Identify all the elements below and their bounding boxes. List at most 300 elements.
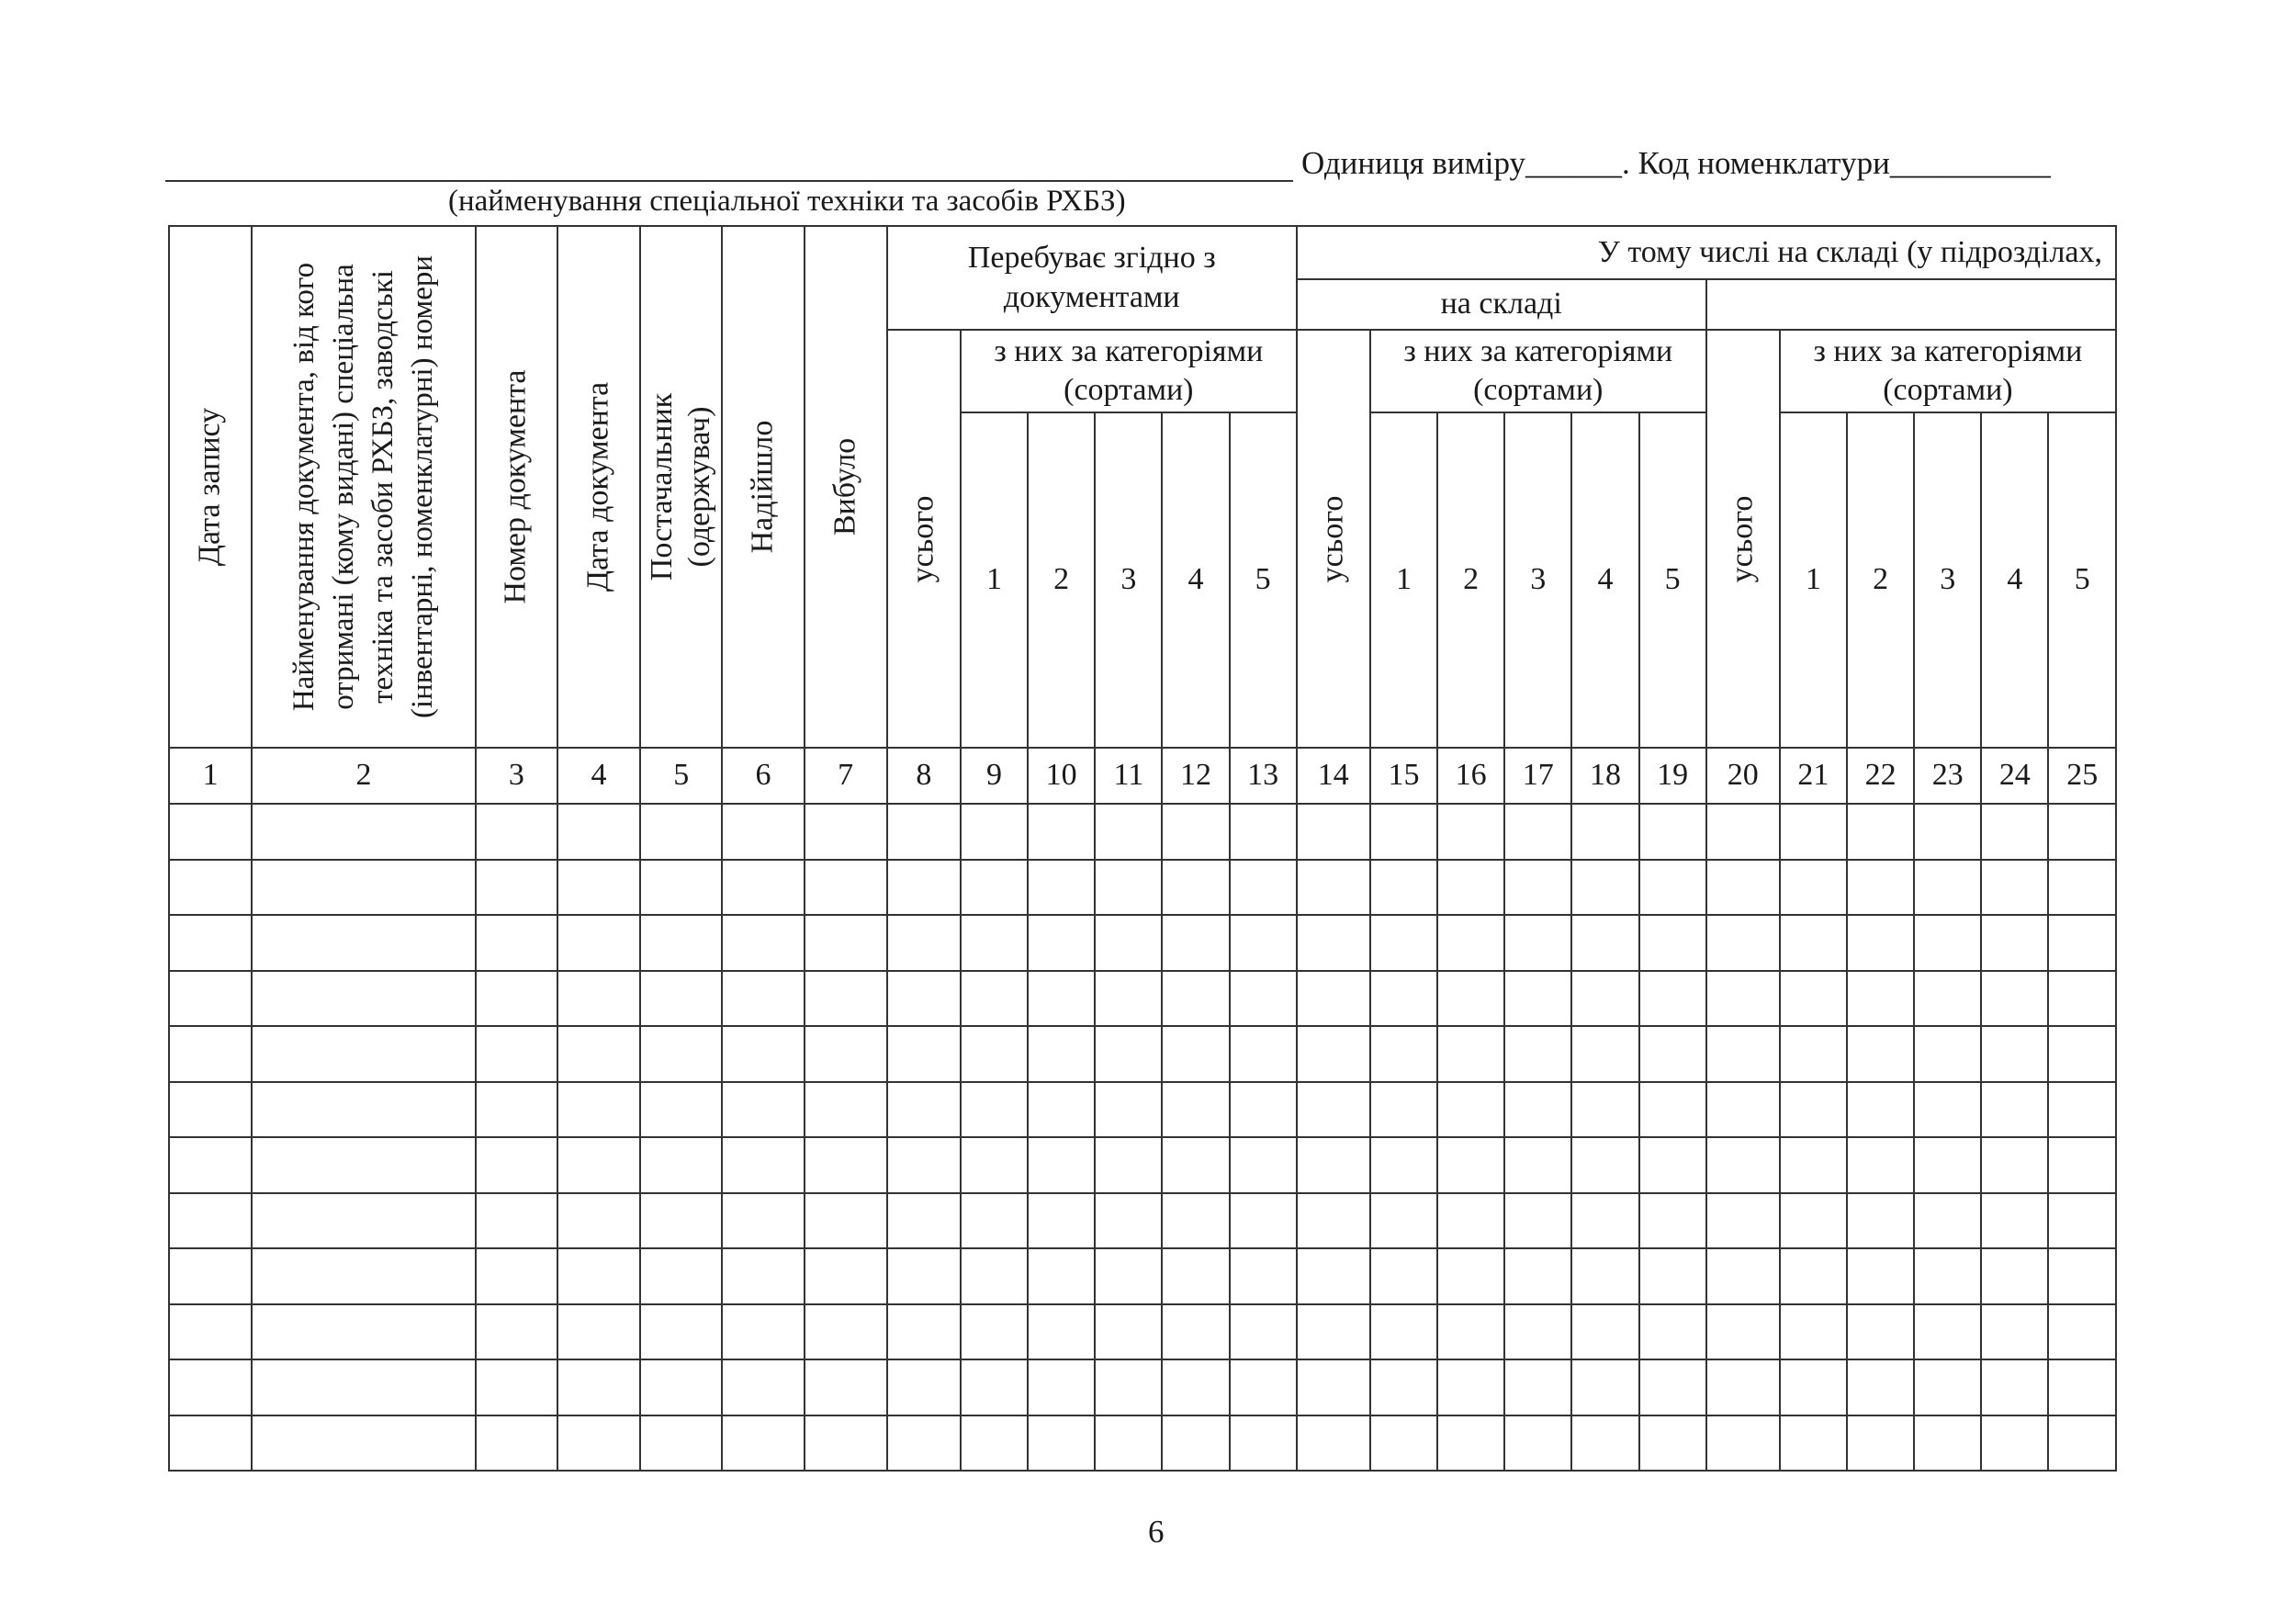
table-cell[interactable]: [252, 1415, 476, 1472]
table-cell[interactable]: [252, 1248, 476, 1304]
table-cell[interactable]: [476, 1193, 557, 1249]
table-cell[interactable]: [1504, 804, 1571, 860]
table-cell[interactable]: [1370, 1082, 1437, 1138]
table-cell[interactable]: [1504, 915, 1571, 971]
table-cell[interactable]: [640, 971, 722, 1027]
table-cell[interactable]: [2048, 860, 2116, 916]
table-cell[interactable]: [1297, 804, 1370, 860]
table-cell[interactable]: [1370, 1026, 1437, 1082]
table-cell[interactable]: [1706, 1359, 1780, 1415]
table-cell[interactable]: [1162, 1026, 1229, 1082]
table-cell[interactable]: [1504, 1248, 1571, 1304]
table-cell[interactable]: [887, 915, 961, 971]
table-cell[interactable]: [1230, 1082, 1297, 1138]
table-cell[interactable]: [252, 971, 476, 1027]
table-cell[interactable]: [1095, 1359, 1162, 1415]
table-cell[interactable]: [169, 1304, 252, 1360]
table-cell[interactable]: [1914, 1304, 1981, 1360]
table-cell[interactable]: [557, 1359, 640, 1415]
table-cell[interactable]: [1095, 1137, 1162, 1193]
table-cell[interactable]: [1981, 1193, 2048, 1249]
table-cell[interactable]: [1028, 971, 1095, 1027]
table-cell[interactable]: [961, 1137, 1028, 1193]
table-cell[interactable]: [722, 1082, 804, 1138]
table-cell[interactable]: [1028, 1415, 1095, 1472]
table-cell[interactable]: [1914, 1082, 1981, 1138]
table-cell[interactable]: [2048, 1248, 2116, 1304]
table-cell[interactable]: [1162, 1248, 1229, 1304]
table-cell[interactable]: [1504, 1415, 1571, 1472]
table-cell[interactable]: [2048, 915, 2116, 971]
table-cell[interactable]: [1437, 804, 1504, 860]
table-cell[interactable]: [1504, 971, 1571, 1027]
table-cell[interactable]: [1571, 1359, 1638, 1415]
table-cell[interactable]: [722, 1026, 804, 1082]
table-cell[interactable]: [476, 860, 557, 916]
table-cell[interactable]: [1780, 1248, 1847, 1304]
table-cell[interactable]: [1297, 1359, 1370, 1415]
table-cell[interactable]: [1230, 915, 1297, 971]
table-cell[interactable]: [1437, 915, 1504, 971]
table-cell[interactable]: [2048, 804, 2116, 860]
table-cell[interactable]: [961, 860, 1028, 916]
table-cell[interactable]: [1162, 971, 1229, 1027]
table-cell[interactable]: [722, 1137, 804, 1193]
table-cell[interactable]: [1914, 1026, 1981, 1082]
table-cell[interactable]: [1370, 1304, 1437, 1360]
table-cell[interactable]: [1847, 804, 1914, 860]
table-cell[interactable]: [805, 915, 887, 971]
table-cell[interactable]: [640, 1193, 722, 1249]
table-cell[interactable]: [1639, 804, 1706, 860]
table-cell[interactable]: [640, 1026, 722, 1082]
table-cell[interactable]: [1095, 1193, 1162, 1249]
table-cell[interactable]: [1028, 915, 1095, 971]
table-cell[interactable]: [1571, 1137, 1638, 1193]
table-cell[interactable]: [887, 1304, 961, 1360]
table-cell[interactable]: [1847, 915, 1914, 971]
table-cell[interactable]: [1639, 1193, 1706, 1249]
table-cell[interactable]: [1437, 1082, 1504, 1138]
table-cell[interactable]: [887, 1415, 961, 1472]
table-cell[interactable]: [1162, 860, 1229, 916]
table-cell[interactable]: [1230, 1137, 1297, 1193]
table-cell[interactable]: [169, 1026, 252, 1082]
table-cell[interactable]: [1095, 915, 1162, 971]
table-cell[interactable]: [1780, 1026, 1847, 1082]
table-cell[interactable]: [1639, 1415, 1706, 1472]
table-cell[interactable]: [1706, 860, 1780, 916]
table-cell[interactable]: [805, 1304, 887, 1360]
table-cell[interactable]: [961, 1415, 1028, 1472]
table-cell[interactable]: [722, 1359, 804, 1415]
table-cell[interactable]: [1639, 971, 1706, 1027]
table-cell[interactable]: [1437, 1248, 1504, 1304]
table-cell[interactable]: [1981, 1359, 2048, 1415]
table-cell[interactable]: [1914, 1248, 1981, 1304]
table-cell[interactable]: [1847, 1193, 1914, 1249]
table-cell[interactable]: [1780, 1359, 1847, 1415]
table-cell[interactable]: [1981, 1248, 2048, 1304]
table-cell[interactable]: [1370, 804, 1437, 860]
table-cell[interactable]: [961, 1026, 1028, 1082]
table-cell[interactable]: [557, 1082, 640, 1138]
table-cell[interactable]: [1706, 804, 1780, 860]
table-cell[interactable]: [169, 804, 252, 860]
table-cell[interactable]: [1639, 915, 1706, 971]
table-cell[interactable]: [1847, 860, 1914, 916]
table-cell[interactable]: [1914, 971, 1981, 1027]
table-cell[interactable]: [1780, 1304, 1847, 1360]
table-cell[interactable]: [805, 1415, 887, 1472]
table-cell[interactable]: [1981, 860, 2048, 916]
table-cell[interactable]: [2048, 1137, 2116, 1193]
table-cell[interactable]: [476, 1137, 557, 1193]
table-cell[interactable]: [1981, 971, 2048, 1027]
table-cell[interactable]: [1162, 1415, 1229, 1472]
table-cell[interactable]: [476, 804, 557, 860]
table-cell[interactable]: [1981, 1082, 2048, 1138]
table-cell[interactable]: [887, 1248, 961, 1304]
table-cell[interactable]: [1504, 1026, 1571, 1082]
table-cell[interactable]: [1437, 1137, 1504, 1193]
table-cell[interactable]: [1297, 1137, 1370, 1193]
table-cell[interactable]: [805, 1082, 887, 1138]
table-cell[interactable]: [1571, 1415, 1638, 1472]
table-cell[interactable]: [1095, 971, 1162, 1027]
table-cell[interactable]: [2048, 1359, 2116, 1415]
table-cell[interactable]: [1571, 915, 1638, 971]
table-cell[interactable]: [640, 1248, 722, 1304]
table-cell[interactable]: [1162, 1137, 1229, 1193]
table-cell[interactable]: [1639, 1304, 1706, 1360]
table-cell[interactable]: [1162, 1359, 1229, 1415]
table-cell[interactable]: [1297, 915, 1370, 971]
table-cell[interactable]: [722, 860, 804, 916]
table-cell[interactable]: [887, 1026, 961, 1082]
table-cell[interactable]: [1230, 1193, 1297, 1249]
table-cell[interactable]: [1230, 1026, 1297, 1082]
table-cell[interactable]: [1230, 1359, 1297, 1415]
table-cell[interactable]: [1706, 915, 1780, 971]
table-cell[interactable]: [1230, 804, 1297, 860]
table-cell[interactable]: [476, 971, 557, 1027]
table-cell[interactable]: [640, 915, 722, 971]
table-cell[interactable]: [1571, 1304, 1638, 1360]
table-cell[interactable]: [1028, 860, 1095, 916]
table-cell[interactable]: [887, 860, 961, 916]
table-cell[interactable]: [1370, 1359, 1437, 1415]
table-cell[interactable]: [961, 1304, 1028, 1360]
table-cell[interactable]: [252, 804, 476, 860]
table-cell[interactable]: [887, 804, 961, 860]
table-cell[interactable]: [1162, 1304, 1229, 1360]
table-cell[interactable]: [805, 804, 887, 860]
table-cell[interactable]: [722, 1304, 804, 1360]
table-cell[interactable]: [1780, 915, 1847, 971]
table-cell[interactable]: [1095, 1304, 1162, 1360]
table-cell[interactable]: [169, 1415, 252, 1472]
table-cell[interactable]: [640, 1415, 722, 1472]
table-cell[interactable]: [169, 1082, 252, 1138]
table-cell[interactable]: [2048, 1026, 2116, 1082]
table-cell[interactable]: [1504, 1137, 1571, 1193]
table-cell[interactable]: [476, 1415, 557, 1472]
table-cell[interactable]: [1847, 1026, 1914, 1082]
table-cell[interactable]: [887, 971, 961, 1027]
table-cell[interactable]: [722, 915, 804, 971]
table-cell[interactable]: [557, 1415, 640, 1472]
table-cell[interactable]: [1981, 1415, 2048, 1472]
table-cell[interactable]: [2048, 1415, 2116, 1472]
table-cell[interactable]: [1639, 1359, 1706, 1415]
table-cell[interactable]: [961, 971, 1028, 1027]
table-cell[interactable]: [169, 971, 252, 1027]
table-cell[interactable]: [252, 1304, 476, 1360]
table-cell[interactable]: [2048, 1082, 2116, 1138]
table-cell[interactable]: [1914, 915, 1981, 971]
table-cell[interactable]: [640, 1082, 722, 1138]
table-cell[interactable]: [1780, 1082, 1847, 1138]
table-cell[interactable]: [1504, 1359, 1571, 1415]
table-cell[interactable]: [169, 860, 252, 916]
table-cell[interactable]: [252, 1137, 476, 1193]
table-cell[interactable]: [1571, 1248, 1638, 1304]
table-cell[interactable]: [476, 1359, 557, 1415]
table-cell[interactable]: [722, 971, 804, 1027]
table-cell[interactable]: [1706, 1415, 1780, 1472]
table-cell[interactable]: [1571, 1026, 1638, 1082]
table-cell[interactable]: [961, 804, 1028, 860]
table-cell[interactable]: [1162, 1193, 1229, 1249]
table-cell[interactable]: [1847, 1137, 1914, 1193]
table-cell[interactable]: [557, 1248, 640, 1304]
table-cell[interactable]: [1230, 860, 1297, 916]
table-cell[interactable]: [1095, 804, 1162, 860]
table-cell[interactable]: [1230, 1304, 1297, 1360]
table-cell[interactable]: [1981, 915, 2048, 971]
table-cell[interactable]: [1780, 971, 1847, 1027]
table-cell[interactable]: [1639, 1026, 1706, 1082]
table-cell[interactable]: [1230, 1415, 1297, 1472]
table-cell[interactable]: [476, 1248, 557, 1304]
table-cell[interactable]: [1437, 1026, 1504, 1082]
table-cell[interactable]: [252, 1082, 476, 1138]
table-cell[interactable]: [1914, 860, 1981, 916]
table-cell[interactable]: [1706, 1026, 1780, 1082]
table-cell[interactable]: [1437, 971, 1504, 1027]
table-cell[interactable]: [1162, 915, 1229, 971]
table-cell[interactable]: [1437, 860, 1504, 916]
table-cell[interactable]: [961, 1248, 1028, 1304]
table-cell[interactable]: [1437, 1359, 1504, 1415]
table-cell[interactable]: [252, 1193, 476, 1249]
table-cell[interactable]: [1028, 804, 1095, 860]
table-cell[interactable]: [1504, 1082, 1571, 1138]
table-cell[interactable]: [169, 1193, 252, 1249]
table-cell[interactable]: [1095, 1248, 1162, 1304]
table-cell[interactable]: [476, 1304, 557, 1360]
table-cell[interactable]: [1639, 1248, 1706, 1304]
table-cell[interactable]: [1370, 1137, 1437, 1193]
table-cell[interactable]: [1981, 804, 2048, 860]
table-cell[interactable]: [1028, 1137, 1095, 1193]
table-cell[interactable]: [961, 1193, 1028, 1249]
table-cell[interactable]: [1370, 1193, 1437, 1249]
table-cell[interactable]: [1847, 971, 1914, 1027]
table-cell[interactable]: [1095, 860, 1162, 916]
table-cell[interactable]: [1437, 1193, 1504, 1249]
table-cell[interactable]: [1297, 1304, 1370, 1360]
table-cell[interactable]: [805, 1193, 887, 1249]
table-cell[interactable]: [1706, 1193, 1780, 1249]
table-cell[interactable]: [1914, 1415, 1981, 1472]
table-cell[interactable]: [1847, 1082, 1914, 1138]
table-cell[interactable]: [1914, 1137, 1981, 1193]
table-cell[interactable]: [1780, 1137, 1847, 1193]
table-cell[interactable]: [1095, 1026, 1162, 1082]
table-cell[interactable]: [1706, 1082, 1780, 1138]
table-cell[interactable]: [1914, 804, 1981, 860]
table-cell[interactable]: [1095, 1415, 1162, 1472]
table-cell[interactable]: [1297, 1415, 1370, 1472]
table-cell[interactable]: [1297, 1026, 1370, 1082]
table-cell[interactable]: [1028, 1026, 1095, 1082]
table-cell[interactable]: [1780, 1193, 1847, 1249]
table-cell[interactable]: [1437, 1415, 1504, 1472]
table-cell[interactable]: [1028, 1248, 1095, 1304]
table-cell[interactable]: [640, 1304, 722, 1360]
table-cell[interactable]: [1028, 1193, 1095, 1249]
table-cell[interactable]: [1370, 1415, 1437, 1472]
table-cell[interactable]: [1780, 1415, 1847, 1472]
table-cell[interactable]: [887, 1082, 961, 1138]
table-cell[interactable]: [805, 971, 887, 1027]
table-cell[interactable]: [476, 1026, 557, 1082]
table-cell[interactable]: [252, 860, 476, 916]
table-cell[interactable]: [1847, 1304, 1914, 1360]
table-cell[interactable]: [1780, 804, 1847, 860]
table-cell[interactable]: [722, 1248, 804, 1304]
table-cell[interactable]: [1571, 1193, 1638, 1249]
table-cell[interactable]: [1230, 1248, 1297, 1304]
table-cell[interactable]: [1437, 1304, 1504, 1360]
table-cell[interactable]: [961, 1082, 1028, 1138]
table-cell[interactable]: [1571, 804, 1638, 860]
table-cell[interactable]: [1162, 1082, 1229, 1138]
table-cell[interactable]: [252, 915, 476, 971]
table-cell[interactable]: [1847, 1248, 1914, 1304]
table-cell[interactable]: [2048, 1193, 2116, 1249]
table-cell[interactable]: [805, 1248, 887, 1304]
table-cell[interactable]: [1297, 1248, 1370, 1304]
table-cell[interactable]: [557, 1193, 640, 1249]
table-cell[interactable]: [1504, 1304, 1571, 1360]
table-cell[interactable]: [2048, 1304, 2116, 1360]
table-cell[interactable]: [805, 860, 887, 916]
table-cell[interactable]: [1370, 971, 1437, 1027]
table-cell[interactable]: [1706, 1248, 1780, 1304]
table-cell[interactable]: [722, 804, 804, 860]
table-cell[interactable]: [476, 1082, 557, 1138]
table-cell[interactable]: [1504, 860, 1571, 916]
table-cell[interactable]: [961, 1359, 1028, 1415]
table-cell[interactable]: [557, 860, 640, 916]
table-cell[interactable]: [1780, 860, 1847, 916]
table-cell[interactable]: [722, 1415, 804, 1472]
table-cell[interactable]: [557, 915, 640, 971]
table-cell[interactable]: [1981, 1304, 2048, 1360]
table-cell[interactable]: [1028, 1082, 1095, 1138]
table-cell[interactable]: [1706, 1304, 1780, 1360]
table-cell[interactable]: [1914, 1359, 1981, 1415]
table-cell[interactable]: [1095, 1082, 1162, 1138]
table-cell[interactable]: [476, 915, 557, 971]
table-cell[interactable]: [1706, 1137, 1780, 1193]
table-cell[interactable]: [1914, 1193, 1981, 1249]
table-cell[interactable]: [1571, 1082, 1638, 1138]
table-cell[interactable]: [557, 1026, 640, 1082]
table-cell[interactable]: [1297, 1193, 1370, 1249]
table-cell[interactable]: [169, 1248, 252, 1304]
table-cell[interactable]: [1706, 971, 1780, 1027]
table-cell[interactable]: [887, 1359, 961, 1415]
table-cell[interactable]: [169, 1137, 252, 1193]
table-cell[interactable]: [805, 1137, 887, 1193]
table-cell[interactable]: [252, 1359, 476, 1415]
table-cell[interactable]: [2048, 971, 2116, 1027]
table-cell[interactable]: [557, 804, 640, 860]
table-cell[interactable]: [640, 804, 722, 860]
table-cell[interactable]: [1981, 1137, 2048, 1193]
table-cell[interactable]: [1230, 971, 1297, 1027]
table-cell[interactable]: [1504, 1193, 1571, 1249]
table-cell[interactable]: [1571, 971, 1638, 1027]
table-cell[interactable]: [1028, 1359, 1095, 1415]
table-cell[interactable]: [1370, 915, 1437, 971]
table-cell[interactable]: [1847, 1359, 1914, 1415]
table-cell[interactable]: [640, 1137, 722, 1193]
table-cell[interactable]: [1571, 860, 1638, 916]
table-cell[interactable]: [1981, 1026, 2048, 1082]
table-cell[interactable]: [1297, 1082, 1370, 1138]
table-cell[interactable]: [1639, 1082, 1706, 1138]
table-cell[interactable]: [722, 1193, 804, 1249]
table-cell[interactable]: [1370, 1248, 1437, 1304]
table-cell[interactable]: [1297, 971, 1370, 1027]
table-cell[interactable]: [887, 1193, 961, 1249]
table-cell[interactable]: [640, 1359, 722, 1415]
table-cell[interactable]: [1162, 804, 1229, 860]
table-cell[interactable]: [1847, 1415, 1914, 1472]
table-cell[interactable]: [805, 1026, 887, 1082]
table-cell[interactable]: [557, 1304, 640, 1360]
table-cell[interactable]: [1297, 860, 1370, 916]
table-cell[interactable]: [887, 1137, 961, 1193]
table-cell[interactable]: [252, 1026, 476, 1082]
table-cell[interactable]: [1370, 860, 1437, 916]
table-cell[interactable]: [961, 915, 1028, 971]
table-cell[interactable]: [557, 1137, 640, 1193]
table-cell[interactable]: [557, 971, 640, 1027]
table-cell[interactable]: [640, 860, 722, 916]
table-cell[interactable]: [169, 915, 252, 971]
table-cell[interactable]: [1028, 1304, 1095, 1360]
table-cell[interactable]: [169, 1359, 252, 1415]
table-cell[interactable]: [1639, 1137, 1706, 1193]
table-cell[interactable]: [1639, 860, 1706, 916]
table-cell[interactable]: [805, 1359, 887, 1415]
